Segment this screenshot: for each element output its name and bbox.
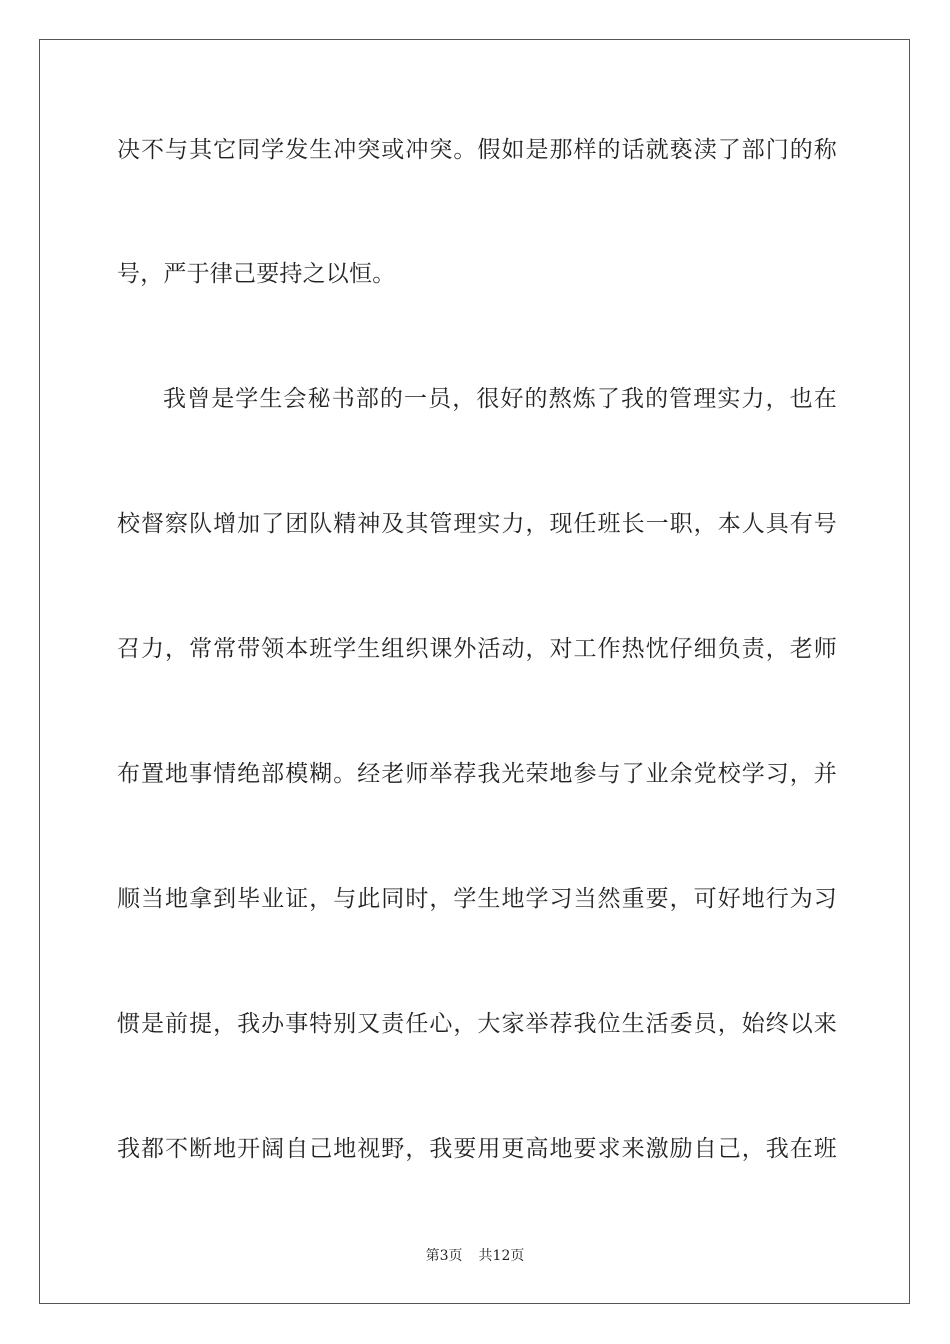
paragraph-start-line: 我曾是学生会秘书部的一员，很好的熬炼了我的管理实力，也在 <box>163 386 837 412</box>
text-line: 召力，常常带领本班学生组织课外活动，对工作热忱仔细负责，老师 <box>117 636 837 662</box>
page-footer <box>0 1247 950 1265</box>
page-total: 共12页 <box>478 1248 525 1264</box>
text-line: 我都不断地开阔自己地视野，我要用更高地要求来激励自己，我在班 <box>117 1136 837 1162</box>
text-line: 惯是前提，我办事特别又责任心，大家举荐我位生活委员，始终以来 <box>117 1011 837 1037</box>
text-line: 号，严于律己要持之以恒。 <box>117 261 396 287</box>
text-line: 校督察队增加了团队精神及其管理实力，现任班长一职，本人具有号 <box>117 511 837 537</box>
text-line: 布置地事情绝部模糊。经老师举荐我光荣地参与了业余党校学习，并 <box>117 761 837 787</box>
page-number: 第3页 <box>425 1248 463 1264</box>
text-line: 顺当地拿到毕业证，与此同时，学生地学习当然重要，可好地行为习 <box>117 886 837 912</box>
text-line: 决不与其它同学发生冲突或冲突。假如是那样的话就亵渎了部门的称 <box>117 137 837 163</box>
page-border <box>39 39 910 1304</box>
